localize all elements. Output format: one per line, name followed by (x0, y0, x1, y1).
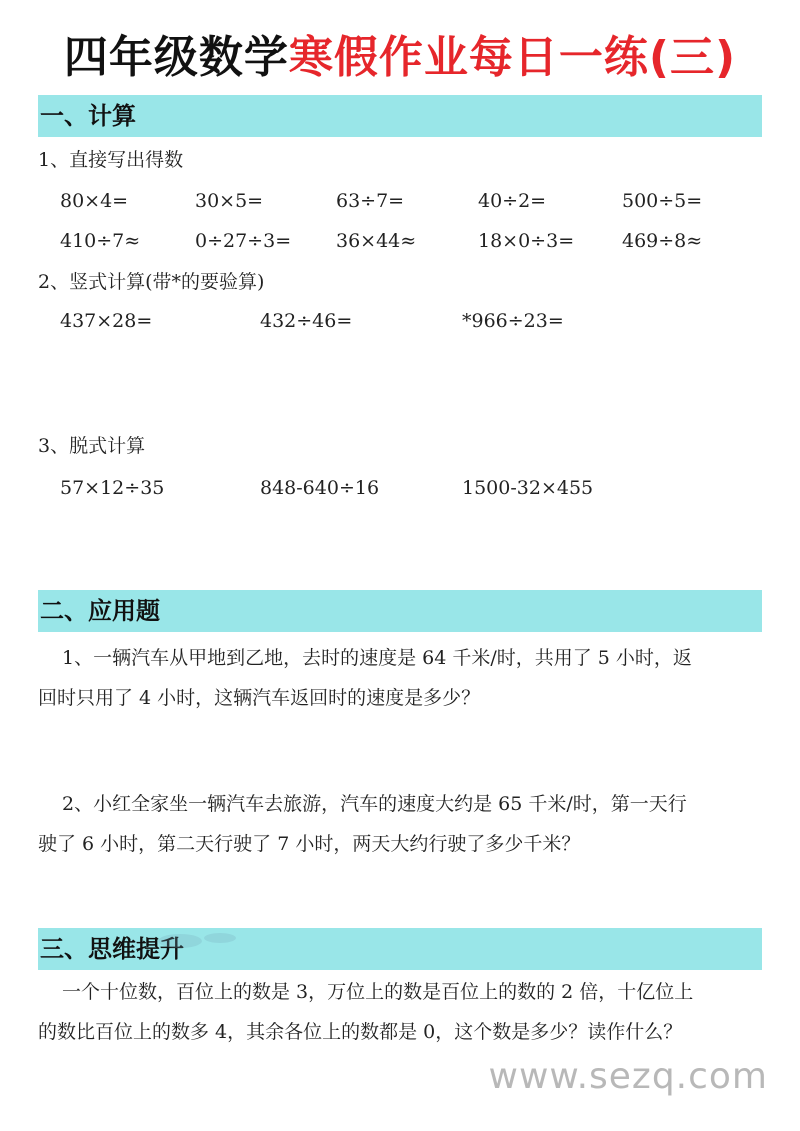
problem: 410÷7≈ (60, 230, 141, 252)
problem: 80×4= (60, 190, 129, 212)
problem: 437×28= (60, 310, 153, 332)
problem: 30×5= (195, 190, 264, 212)
problem: 500÷5= (622, 190, 703, 212)
problem: 40÷2= (478, 190, 547, 212)
section-heading-thinking: 三、思维提升 (38, 928, 762, 970)
problem: 18×0÷3= (478, 230, 575, 252)
word-problem-2-line-1: 2、小红全家坐一辆汽车去旅游，汽车的速度大约是 65 千米/时，第一天行 (62, 793, 687, 815)
problem: 57×12÷35 (60, 477, 165, 499)
word-problem-1-line-2: 回时只用了 4 小时，这辆汽车返回时的速度是多少？ (38, 687, 481, 709)
word-problem-1-line-1: 1、一辆汽车从甲地到乙地，去时的速度是 64 千米/时，共用了 5 小时，返 (62, 647, 692, 669)
subheading-direct-answers: 1、直接写出得数 (38, 149, 184, 171)
thinking-problem-line-2: 的数比百位上的数多 4，其余各位上的数都是 0，这个数是多少？读作什么？ (38, 1021, 683, 1043)
thinking-problem-line-1: 一个十位数，百位上的数是 3，万位上的数是百位上的数的 2 倍，十亿位上 (62, 981, 694, 1003)
step-calculation-row (0, 475, 800, 501)
problem: 1500-32×455 (462, 477, 594, 499)
direct-answers-row-1 (0, 188, 800, 214)
vertical-calculation-row (0, 308, 800, 334)
site-watermark: www.sezq.com (488, 1056, 768, 1097)
word-problem-1 (38, 638, 762, 718)
problem: 848-640÷16 (260, 477, 380, 499)
title-topic: 寒假作业每日一练(三) (288, 32, 737, 83)
problem: 432÷46= (260, 310, 353, 332)
problem: 36×44≈ (336, 230, 417, 252)
word-problem-2 (38, 784, 762, 864)
problem: 0÷27÷3= (195, 230, 292, 252)
page-title (0, 30, 800, 86)
problem: 469÷8≈ (622, 230, 703, 252)
problem: 63÷7= (336, 190, 405, 212)
direct-answers-row-2 (0, 228, 800, 254)
section-heading-calculation: 一、计算 (38, 95, 762, 137)
problem: *966÷23= (462, 310, 564, 332)
word-problem-2-line-2: 驶了 6 小时，第二天行驶了 7 小时，两天大约行驶了多少千米？ (38, 833, 581, 855)
section-heading-word-problems: 二、应用题 (38, 590, 762, 632)
thinking-problem (38, 972, 762, 1052)
subheading-vertical-calculation: 2、竖式计算(带*的要验算) (38, 271, 265, 293)
title-grade: 四年级数学 (63, 32, 289, 83)
subheading-step-calculation: 3、脱式计算 (38, 435, 146, 457)
faint-stamp-mark (150, 926, 250, 956)
